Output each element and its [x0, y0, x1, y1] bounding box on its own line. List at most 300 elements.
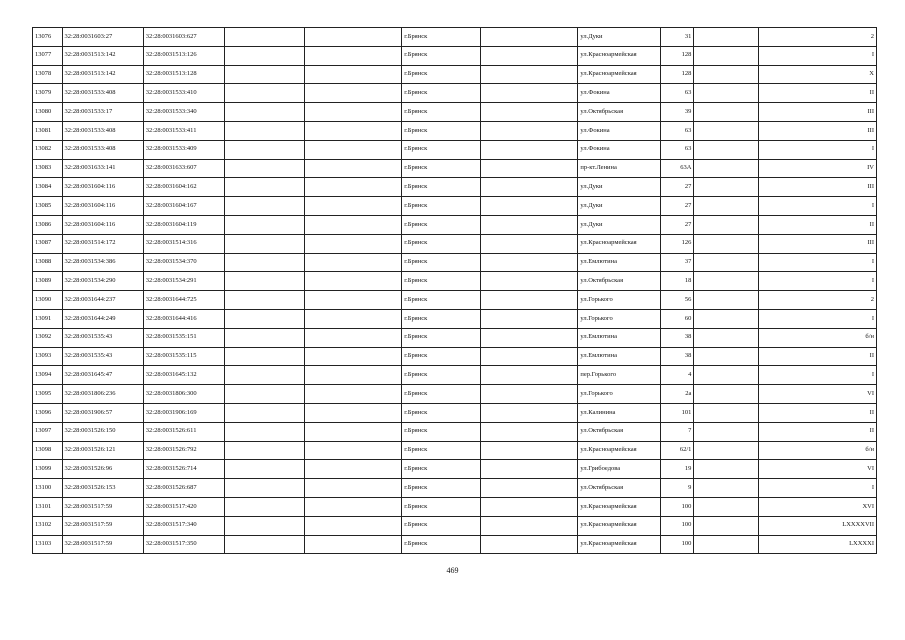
cadastral-block-cell: 32:28:0031526:121 — [62, 441, 143, 460]
street-cell: ул.Фокина — [578, 121, 660, 140]
table-row — [33, 535, 877, 554]
street-cell: ул.Красноармейская — [578, 441, 660, 460]
street-cell: ул.Грибоедова — [578, 460, 660, 479]
empty-cell — [225, 234, 305, 253]
empty-cell — [481, 385, 578, 404]
street-cell: ул.Октябрьская — [578, 422, 660, 441]
cadastral-number-cell: 32:28:0031633:607 — [143, 159, 224, 178]
table-row — [33, 460, 877, 479]
cadastral-number-cell: 32:28:0031906:169 — [143, 403, 224, 422]
empty-cell — [694, 479, 758, 498]
city-cell: г.Брянск — [402, 441, 481, 460]
record-number-cell: 13093 — [33, 347, 63, 366]
table-row — [33, 28, 877, 47]
empty-cell — [225, 347, 305, 366]
table-row — [33, 234, 877, 253]
empty-cell — [694, 84, 758, 103]
table-row — [33, 197, 877, 216]
empty-cell — [225, 422, 305, 441]
premises-number-cell: I — [758, 366, 876, 385]
empty-cell — [481, 516, 578, 535]
house-number-cell: 126 — [660, 234, 694, 253]
cadastral-block-cell: 32:28:0031645:47 — [62, 366, 143, 385]
cadastral-number-cell: 32:28:0031603:627 — [143, 28, 224, 47]
street-cell: ул.Дуки — [578, 215, 660, 234]
record-number-cell: 13101 — [33, 497, 63, 516]
empty-cell — [305, 140, 402, 159]
empty-cell — [694, 385, 758, 404]
empty-cell — [481, 178, 578, 197]
street-cell: ул.Красноармейская — [578, 497, 660, 516]
premises-number-cell: LXXXXI — [758, 535, 876, 554]
empty-cell — [305, 347, 402, 366]
premises-number-cell: X — [758, 65, 876, 84]
empty-cell — [694, 140, 758, 159]
empty-cell — [481, 291, 578, 310]
empty-cell — [305, 28, 402, 47]
empty-cell — [305, 385, 402, 404]
cadastral-number-cell: 32:28:0031513:128 — [143, 65, 224, 84]
street-cell: ул.Красноармейская — [578, 516, 660, 535]
premises-number-cell: LXXXXVII — [758, 516, 876, 535]
cadastral-block-cell: 32:28:0031517:59 — [62, 535, 143, 554]
street-cell: ул.Фокина — [578, 140, 660, 159]
empty-cell — [225, 46, 305, 65]
cadastral-block-cell: 32:28:0031604:116 — [62, 197, 143, 216]
city-cell: г.Брянск — [402, 159, 481, 178]
street-cell: ул.Фокина — [578, 84, 660, 103]
cadastral-number-cell: 32:28:0031526:611 — [143, 422, 224, 441]
empty-cell — [481, 46, 578, 65]
city-cell: г.Брянск — [402, 309, 481, 328]
empty-cell — [225, 197, 305, 216]
house-number-cell: 63А — [660, 159, 694, 178]
cadastral-block-cell: 32:28:0031633:141 — [62, 159, 143, 178]
empty-cell — [305, 460, 402, 479]
cadastral-number-cell: 32:28:0031645:132 — [143, 366, 224, 385]
table-row — [33, 253, 877, 272]
house-number-cell: 2а — [660, 385, 694, 404]
empty-cell — [694, 347, 758, 366]
street-cell: ул.Дуки — [578, 197, 660, 216]
city-cell: г.Брянск — [402, 215, 481, 234]
street-cell: ул.Дуки — [578, 28, 660, 47]
cadastral-number-cell: 32:28:0031517:340 — [143, 516, 224, 535]
premises-number-cell: III — [758, 234, 876, 253]
record-number-cell: 13102 — [33, 516, 63, 535]
empty-cell — [481, 328, 578, 347]
street-cell: ул.Емлютина — [578, 347, 660, 366]
house-number-cell: 4 — [660, 366, 694, 385]
city-cell: г.Брянск — [402, 328, 481, 347]
table-row — [33, 65, 877, 84]
cadastral-number-cell: 32:28:0031517:350 — [143, 535, 224, 554]
empty-cell — [305, 215, 402, 234]
cadastral-block-cell: 32:28:0031644:249 — [62, 309, 143, 328]
premises-number-cell: I — [758, 272, 876, 291]
premises-number-cell: IV — [758, 159, 876, 178]
empty-cell — [481, 140, 578, 159]
premises-number-cell: II — [758, 403, 876, 422]
city-cell: г.Брянск — [402, 103, 481, 122]
city-cell: г.Брянск — [402, 479, 481, 498]
empty-cell — [225, 516, 305, 535]
cadastral-block-cell: 32:28:0031517:59 — [62, 497, 143, 516]
cadastral-number-cell: 32:28:0031806:300 — [143, 385, 224, 404]
premises-number-cell: б/н — [758, 441, 876, 460]
city-cell: г.Брянск — [402, 366, 481, 385]
city-cell: г.Брянск — [402, 253, 481, 272]
house-number-cell: 27 — [660, 197, 694, 216]
empty-cell — [305, 84, 402, 103]
empty-cell — [481, 309, 578, 328]
table-row — [33, 46, 877, 65]
cadastral-block-cell: 32:28:0031603:27 — [62, 28, 143, 47]
cadastral-block-cell: 32:28:0031533:408 — [62, 121, 143, 140]
premises-number-cell: I — [758, 253, 876, 272]
house-number-cell: 37 — [660, 253, 694, 272]
empty-cell — [694, 272, 758, 291]
cadastral-block-cell: 32:28:0031526:153 — [62, 479, 143, 498]
table-row — [33, 103, 877, 122]
street-cell: ул.Горького — [578, 291, 660, 310]
page-number: 469 — [446, 566, 459, 575]
city-cell: г.Брянск — [402, 140, 481, 159]
premises-number-cell: II — [758, 422, 876, 441]
city-cell: г.Брянск — [402, 347, 481, 366]
record-number-cell: 13087 — [33, 234, 63, 253]
house-number-cell: 128 — [660, 46, 694, 65]
empty-cell — [694, 497, 758, 516]
empty-cell — [694, 121, 758, 140]
empty-cell — [481, 197, 578, 216]
cadastral-number-cell: 32:28:0031644:725 — [143, 291, 224, 310]
empty-cell — [225, 328, 305, 347]
house-number-cell: 27 — [660, 215, 694, 234]
city-cell: г.Брянск — [402, 422, 481, 441]
empty-cell — [481, 441, 578, 460]
premises-number-cell: III — [758, 103, 876, 122]
empty-cell — [305, 497, 402, 516]
empty-cell — [225, 479, 305, 498]
house-number-cell: 100 — [660, 535, 694, 554]
empty-cell — [481, 479, 578, 498]
empty-cell — [481, 65, 578, 84]
registry-table — [32, 27, 877, 554]
empty-cell — [225, 385, 305, 404]
empty-cell — [694, 516, 758, 535]
house-number-cell: 39 — [660, 103, 694, 122]
empty-cell — [225, 535, 305, 554]
empty-cell — [225, 28, 305, 47]
empty-cell — [305, 328, 402, 347]
empty-cell — [305, 403, 402, 422]
empty-cell — [305, 479, 402, 498]
table-row — [33, 422, 877, 441]
empty-cell — [694, 328, 758, 347]
premises-number-cell: II — [758, 84, 876, 103]
city-cell: г.Брянск — [402, 291, 481, 310]
cadastral-block-cell: 32:28:0031806:236 — [62, 385, 143, 404]
empty-cell — [305, 253, 402, 272]
city-cell: г.Брянск — [402, 385, 481, 404]
empty-cell — [481, 403, 578, 422]
premises-number-cell: 2 — [758, 291, 876, 310]
empty-cell — [225, 103, 305, 122]
empty-cell — [694, 65, 758, 84]
premises-number-cell: 2 — [758, 28, 876, 47]
street-cell: ул.Горького — [578, 309, 660, 328]
empty-cell — [694, 178, 758, 197]
empty-cell — [225, 140, 305, 159]
empty-cell — [481, 272, 578, 291]
empty-cell — [305, 197, 402, 216]
house-number-cell: 27 — [660, 178, 694, 197]
cadastral-number-cell: 32:28:0031517:420 — [143, 497, 224, 516]
city-cell: г.Брянск — [402, 46, 481, 65]
street-cell: ул.Октябрьская — [578, 272, 660, 291]
table-row — [33, 84, 877, 103]
house-number-cell: 100 — [660, 516, 694, 535]
record-number-cell: 13099 — [33, 460, 63, 479]
record-number-cell: 13103 — [33, 535, 63, 554]
record-number-cell: 13098 — [33, 441, 63, 460]
empty-cell — [481, 347, 578, 366]
premises-number-cell: I — [758, 479, 876, 498]
empty-cell — [481, 422, 578, 441]
cadastral-block-cell: 32:28:0031906:57 — [62, 403, 143, 422]
city-cell: г.Брянск — [402, 403, 481, 422]
empty-cell — [305, 65, 402, 84]
street-cell: ул.Емлютина — [578, 328, 660, 347]
empty-cell — [694, 46, 758, 65]
house-number-cell: 7 — [660, 422, 694, 441]
premises-number-cell: б/н — [758, 328, 876, 347]
table-row — [33, 272, 877, 291]
street-cell: пер.Горького — [578, 366, 660, 385]
empty-cell — [481, 535, 578, 554]
record-number-cell: 13094 — [33, 366, 63, 385]
street-cell: пр-кт.Ленина — [578, 159, 660, 178]
registry-rows — [33, 28, 877, 554]
record-number-cell: 13089 — [33, 272, 63, 291]
house-number-cell: 31 — [660, 28, 694, 47]
empty-cell — [481, 121, 578, 140]
record-number-cell: 13080 — [33, 103, 63, 122]
premises-number-cell: I — [758, 309, 876, 328]
record-number-cell: 13084 — [33, 178, 63, 197]
empty-cell — [481, 215, 578, 234]
city-cell: г.Брянск — [402, 65, 481, 84]
empty-cell — [694, 460, 758, 479]
empty-cell — [694, 422, 758, 441]
cadastral-number-cell: 32:28:0031533:411 — [143, 121, 224, 140]
cadastral-number-cell: 32:28:0031526:687 — [143, 479, 224, 498]
premises-number-cell: VI — [758, 460, 876, 479]
street-cell: ул.Калинина — [578, 403, 660, 422]
street-cell: ул.Красноармейская — [578, 46, 660, 65]
empty-cell — [481, 103, 578, 122]
cadastral-block-cell: 32:28:0031604:116 — [62, 178, 143, 197]
street-cell: ул.Емлютина — [578, 253, 660, 272]
city-cell: г.Брянск — [402, 178, 481, 197]
cadastral-block-cell: 32:28:0031517:59 — [62, 516, 143, 535]
cadastral-block-cell: 32:28:0031533:408 — [62, 140, 143, 159]
cadastral-block-cell: 32:28:0031513:142 — [62, 46, 143, 65]
empty-cell — [225, 65, 305, 84]
record-number-cell: 13077 — [33, 46, 63, 65]
record-number-cell: 13097 — [33, 422, 63, 441]
empty-cell — [225, 253, 305, 272]
city-cell: г.Брянск — [402, 234, 481, 253]
record-number-cell: 13090 — [33, 291, 63, 310]
table-row — [33, 441, 877, 460]
empty-cell — [305, 46, 402, 65]
record-number-cell: 13100 — [33, 479, 63, 498]
cadastral-number-cell: 32:28:0031514:316 — [143, 234, 224, 253]
cadastral-block-cell: 32:28:0031526:96 — [62, 460, 143, 479]
street-cell: ул.Октябрьская — [578, 103, 660, 122]
empty-cell — [225, 460, 305, 479]
empty-cell — [305, 272, 402, 291]
table-row — [33, 291, 877, 310]
empty-cell — [305, 291, 402, 310]
record-number-cell: 13095 — [33, 385, 63, 404]
record-number-cell: 13083 — [33, 159, 63, 178]
cadastral-number-cell: 32:28:0031644:416 — [143, 309, 224, 328]
empty-cell — [694, 253, 758, 272]
empty-cell — [481, 253, 578, 272]
premises-number-cell: VI — [758, 385, 876, 404]
record-number-cell: 13096 — [33, 403, 63, 422]
city-cell: г.Брянск — [402, 121, 481, 140]
empty-cell — [225, 291, 305, 310]
record-number-cell: 13086 — [33, 215, 63, 234]
street-cell: ул.Горького — [578, 385, 660, 404]
table-row — [33, 140, 877, 159]
street-cell: ул.Красноармейская — [578, 535, 660, 554]
premises-number-cell: I — [758, 46, 876, 65]
cadastral-block-cell: 32:28:0031534:386 — [62, 253, 143, 272]
empty-cell — [481, 84, 578, 103]
cadastral-number-cell: 32:28:0031534:291 — [143, 272, 224, 291]
cadastral-block-cell: 32:28:0031514:172 — [62, 234, 143, 253]
table-row — [33, 479, 877, 498]
premises-number-cell: II — [758, 347, 876, 366]
empty-cell — [305, 366, 402, 385]
cadastral-block-cell: 32:28:0031533:408 — [62, 84, 143, 103]
empty-cell — [225, 497, 305, 516]
table-row — [33, 403, 877, 422]
cadastral-number-cell: 32:28:0031526:792 — [143, 441, 224, 460]
table-row — [33, 309, 877, 328]
record-number-cell: 13088 — [33, 253, 63, 272]
empty-cell — [305, 159, 402, 178]
house-number-cell: 18 — [660, 272, 694, 291]
empty-cell — [305, 422, 402, 441]
cadastral-block-cell: 32:28:0031535:43 — [62, 347, 143, 366]
street-cell: ул.Дуки — [578, 178, 660, 197]
empty-cell — [694, 403, 758, 422]
record-number-cell: 13082 — [33, 140, 63, 159]
empty-cell — [225, 84, 305, 103]
cadastral-block-cell: 32:28:0031535:43 — [62, 328, 143, 347]
house-number-cell: 56 — [660, 291, 694, 310]
cadastral-number-cell: 32:28:0031535:151 — [143, 328, 224, 347]
empty-cell — [225, 272, 305, 291]
empty-cell — [305, 178, 402, 197]
city-cell: г.Брянск — [402, 460, 481, 479]
empty-cell — [305, 309, 402, 328]
empty-cell — [481, 28, 578, 47]
street-cell: ул.Октябрьская — [578, 479, 660, 498]
empty-cell — [225, 215, 305, 234]
house-number-cell: 9 — [660, 479, 694, 498]
city-cell: г.Брянск — [402, 497, 481, 516]
cadastral-number-cell: 32:28:0031513:126 — [143, 46, 224, 65]
cadastral-number-cell: 32:28:0031533:409 — [143, 140, 224, 159]
cadastral-number-cell: 32:28:0031526:714 — [143, 460, 224, 479]
record-number-cell: 13081 — [33, 121, 63, 140]
house-number-cell: 128 — [660, 65, 694, 84]
record-number-cell: 13078 — [33, 65, 63, 84]
empty-cell — [694, 291, 758, 310]
table-row — [33, 516, 877, 535]
empty-cell — [305, 441, 402, 460]
cadastral-number-cell: 32:28:0031535:115 — [143, 347, 224, 366]
city-cell: г.Брянск — [402, 272, 481, 291]
table-row — [33, 328, 877, 347]
empty-cell — [694, 234, 758, 253]
city-cell: г.Брянск — [402, 535, 481, 554]
city-cell: г.Брянск — [402, 516, 481, 535]
table-row — [33, 215, 877, 234]
cadastral-number-cell: 32:28:0031604:167 — [143, 197, 224, 216]
empty-cell — [481, 366, 578, 385]
premises-number-cell: II — [758, 215, 876, 234]
empty-cell — [225, 441, 305, 460]
house-number-cell: 100 — [660, 497, 694, 516]
empty-cell — [225, 178, 305, 197]
table-row — [33, 366, 877, 385]
empty-cell — [694, 309, 758, 328]
table-row — [33, 178, 877, 197]
house-number-cell: 19 — [660, 460, 694, 479]
empty-cell — [305, 535, 402, 554]
record-number-cell: 13092 — [33, 328, 63, 347]
table-row — [33, 121, 877, 140]
street-cell: ул.Красноармейская — [578, 234, 660, 253]
house-number-cell: 63 — [660, 121, 694, 140]
empty-cell — [225, 159, 305, 178]
table-row — [33, 347, 877, 366]
table-row — [33, 385, 877, 404]
city-cell: г.Брянск — [402, 197, 481, 216]
empty-cell — [694, 535, 758, 554]
empty-cell — [225, 403, 305, 422]
empty-cell — [305, 516, 402, 535]
house-number-cell: 60 — [660, 309, 694, 328]
premises-number-cell: I — [758, 197, 876, 216]
cadastral-block-cell: 32:28:0031513:142 — [62, 65, 143, 84]
house-number-cell: 63 — [660, 84, 694, 103]
record-number-cell: 13076 — [33, 28, 63, 47]
record-number-cell: 13085 — [33, 197, 63, 216]
house-number-cell: 38 — [660, 328, 694, 347]
cadastral-block-cell: 32:28:0031604:116 — [62, 215, 143, 234]
record-number-cell: 13091 — [33, 309, 63, 328]
city-cell: г.Брянск — [402, 28, 481, 47]
